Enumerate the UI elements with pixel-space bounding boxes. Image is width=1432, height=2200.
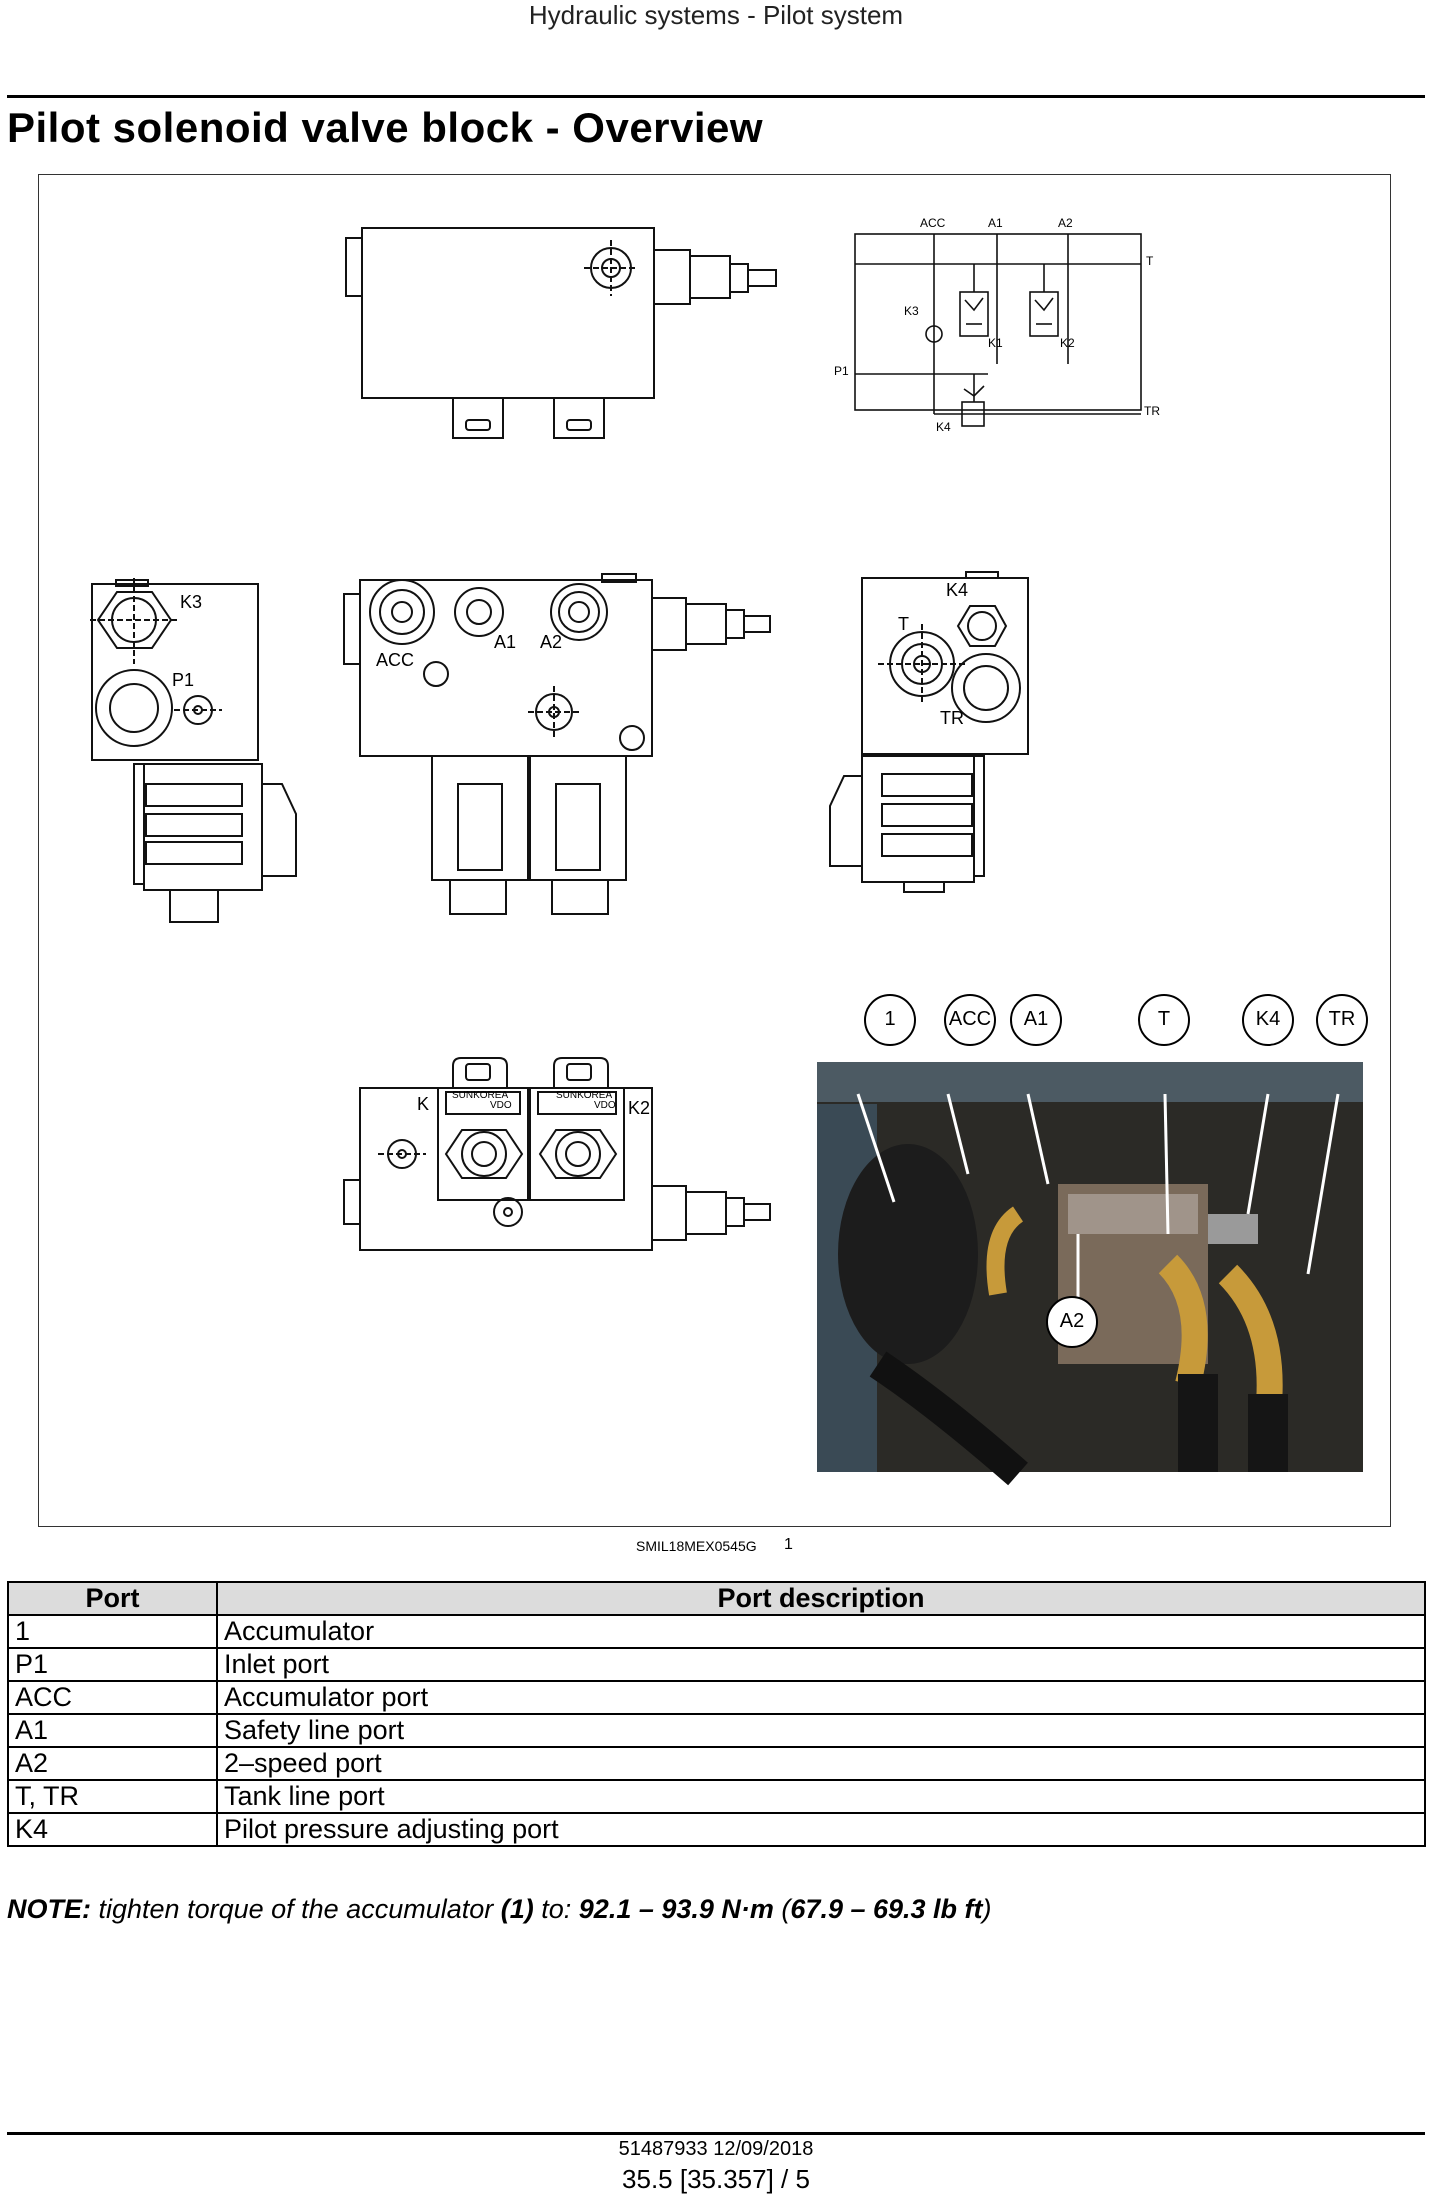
port-cell: 1 bbox=[8, 1615, 217, 1648]
description-cell: Tank line port bbox=[217, 1780, 1425, 1813]
note-label: NOTE: bbox=[7, 1894, 91, 1924]
table-row bbox=[8, 1648, 1425, 1681]
callout-a1: A1 bbox=[1010, 994, 1062, 1046]
schematic-label-k1: K1 bbox=[988, 336, 1003, 350]
schematic-label-acc: ACC bbox=[920, 216, 946, 230]
note-torque-value: 92.1 – 93.9 N·m bbox=[578, 1894, 774, 1924]
note-text-1: tighten torque of the accumulator bbox=[91, 1894, 501, 1924]
header-rule bbox=[7, 95, 1425, 98]
coil-sub-left: VDO bbox=[490, 1100, 512, 1111]
table-row bbox=[8, 1714, 1425, 1747]
callout-tr: TR bbox=[1316, 994, 1368, 1046]
port-cell: K4 bbox=[8, 1813, 217, 1846]
callout-a2: A2 bbox=[1046, 1296, 1098, 1348]
coil-brand-left: SUNKOREA bbox=[452, 1090, 509, 1101]
coil-sub-right: VDO bbox=[594, 1100, 616, 1111]
table-row bbox=[8, 1615, 1425, 1648]
description-cell: Inlet port bbox=[217, 1648, 1425, 1681]
description-cell: 2–speed port bbox=[217, 1747, 1425, 1780]
schematic-label-tr: TR bbox=[1144, 404, 1160, 418]
top-view-drawing bbox=[346, 228, 776, 438]
note-ref: (1) bbox=[500, 1894, 534, 1924]
footer-rule bbox=[7, 2132, 1425, 2135]
schematic-label-a1: A1 bbox=[988, 216, 1003, 230]
end-label-t: T bbox=[898, 614, 909, 634]
description-cell: Pilot pressure adjusting port bbox=[217, 1813, 1425, 1846]
port-cell: A2 bbox=[8, 1747, 217, 1780]
end-label-tr: TR bbox=[940, 708, 964, 728]
front-label-a2: A2 bbox=[540, 632, 563, 652]
coil-brand-right: SUNKOREA bbox=[556, 1090, 613, 1101]
table-row bbox=[8, 1813, 1425, 1846]
page-title: Pilot solenoid valve block - Overview bbox=[7, 104, 764, 151]
schematic-label-p1: P1 bbox=[834, 364, 849, 378]
schematic-label-k2: K2 bbox=[1060, 336, 1075, 350]
bottom-view-drawing bbox=[344, 1058, 770, 1250]
table-header-row bbox=[8, 1582, 1425, 1615]
description-cell: Accumulator bbox=[217, 1615, 1425, 1648]
port-table bbox=[7, 1581, 1426, 1847]
bottom-label-k: K bbox=[417, 1094, 430, 1114]
valve-photo bbox=[817, 1062, 1363, 1474]
footer-doc-id: 51487933 12/09/2018 bbox=[618, 2138, 814, 2160]
front-view-drawing bbox=[344, 574, 770, 914]
callout-1: 1 bbox=[864, 994, 916, 1046]
port-cell: A1 bbox=[8, 1714, 217, 1747]
bottom-label-k2: K2 bbox=[628, 1098, 651, 1118]
callout-k4: K4 bbox=[1242, 994, 1294, 1046]
note-torque-imperial: 67.9 – 69.3 lb ft bbox=[790, 1894, 983, 1924]
callout-acc: ACC bbox=[944, 994, 996, 1046]
footer-page-ref: 35.5 [35.357] / 5 bbox=[622, 2164, 810, 2194]
figure-drawing bbox=[38, 174, 1391, 1527]
note-paren-open: ( bbox=[773, 1894, 791, 1924]
header-port: Port bbox=[8, 1582, 217, 1615]
note-paren-close: ) bbox=[982, 1894, 992, 1924]
hydraulic-schematic bbox=[855, 234, 1141, 426]
port-cell: ACC bbox=[8, 1681, 217, 1714]
table-row bbox=[8, 1780, 1425, 1813]
table-row bbox=[8, 1681, 1425, 1714]
port-cell: P1 bbox=[8, 1648, 217, 1681]
callout-t: T bbox=[1138, 994, 1190, 1046]
figure-caption-code: SMIL18MEX0545G bbox=[636, 1538, 757, 1554]
front-label-a1: A1 bbox=[494, 632, 517, 652]
table-row bbox=[8, 1747, 1425, 1780]
header-description: Port description bbox=[217, 1582, 1425, 1615]
schematic-label-a2: A2 bbox=[1058, 216, 1073, 230]
running-header: Hydraulic systems - Pilot system bbox=[528, 0, 904, 30]
figure-number: 1 bbox=[784, 1536, 793, 1553]
schematic-label-t: T bbox=[1146, 254, 1154, 268]
description-cell: Safety line port bbox=[217, 1714, 1425, 1747]
side-label-p1: P1 bbox=[172, 670, 195, 690]
end-view-drawing bbox=[830, 572, 1028, 892]
port-cell: T, TR bbox=[8, 1780, 217, 1813]
side-label-k3: K3 bbox=[180, 592, 203, 612]
schematic-label-k3: K3 bbox=[904, 304, 919, 318]
side-view-drawing bbox=[90, 578, 296, 922]
note-text-2: to: bbox=[533, 1894, 579, 1924]
schematic-label-k4: K4 bbox=[936, 420, 951, 434]
torque-note bbox=[7, 1894, 992, 1925]
end-label-k4: K4 bbox=[946, 580, 969, 600]
description-cell: Accumulator port bbox=[217, 1681, 1425, 1714]
front-label-acc: ACC bbox=[376, 650, 415, 670]
